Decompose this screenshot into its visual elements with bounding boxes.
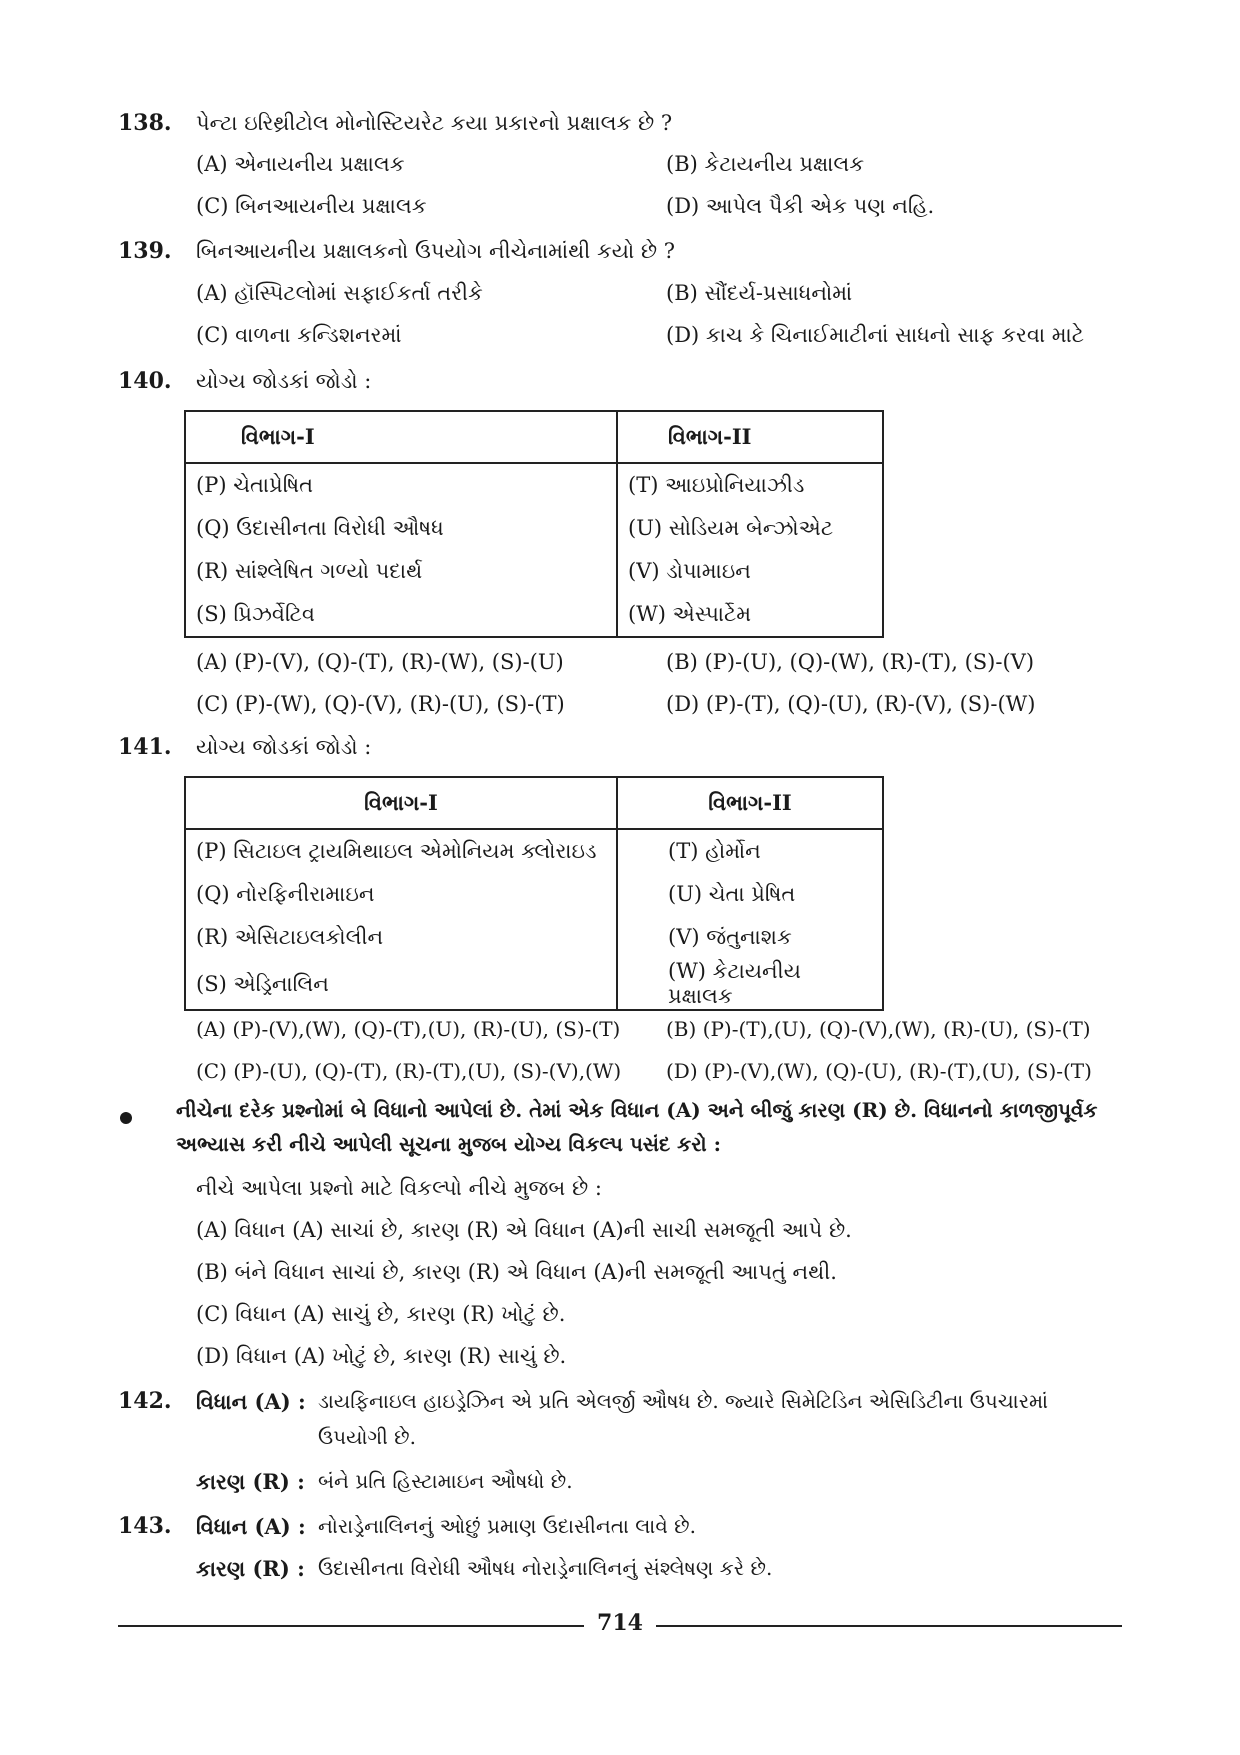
- q142-assertion-line-2: ઉપયોગી છે.: [318, 1425, 416, 1449]
- q139-text: બિનઆયનીય પ્રક્ષાલકનો ઉપયોગ નીચેનામાંથી કયો છે ?: [196, 239, 676, 263]
- q138-text: પેન્ટા ઇરિથ્રીટોલ મોનોસ્ટિયરેટ કયા પ્રકારનો પ્રક્ષાલક છે ?: [196, 111, 673, 135]
- q141-text: યોગ્ય જોડકાં જોડો :: [196, 735, 372, 759]
- q141-col1-header: વિભાગ-I: [185, 777, 617, 829]
- q139-option-a: (A) હૉસ્પિટલોમાં સફાઈકર્તા તરીકે: [196, 281, 483, 305]
- q140-left-r: (R) સાંશ્લેષિત ગળ્યો પદાર્થ: [185, 550, 617, 593]
- q141-right-u: (U) ચેતા પ્રેષિત: [617, 873, 883, 916]
- q141-option-b: (B) (P)-(T),(U), (Q)-(V),(W), (R)-(U), (S)-(T): [666, 1017, 1091, 1041]
- q140-text: યોગ્ય જોડકાં જોડો :: [196, 369, 372, 393]
- q142-reason: બંને પ્રતિ હિસ્ટામાઇન ઔષધો છે.: [318, 1469, 573, 1493]
- q140-right-v: (V) ડોપામાઇન: [617, 550, 883, 593]
- q142-reason-label: કારણ (R) :: [196, 1469, 305, 1494]
- q143-number: 143.: [118, 1513, 172, 1539]
- bullet-icon: [120, 1112, 132, 1124]
- instructions-line-2: અભ્યાસ કરી નીચે આપેલી સૂચના મુજબ યોગ્ય વિકલ્પ પસંદ કરો :: [176, 1132, 721, 1156]
- q141-right-v: (V) જંતુનાશક: [617, 916, 883, 959]
- q139-option-b: (B) સૌંદર્ય-પ્રસાધનોમાં: [666, 281, 853, 305]
- q141-left-r: (R) એસિટાઇલકોલીન: [185, 916, 617, 959]
- q139-number: 139.: [118, 238, 172, 264]
- q140-right-u: (U) સોડિયમ બેન્ઝોએટ: [617, 507, 883, 550]
- q141-option-c: (C) (P)-(U), (Q)-(T), (R)-(T),(U), (S)-(V),(W): [196, 1059, 622, 1083]
- q142-assertion-line-1: ડાયફિનાઇલ હાઇડ્રેઝિન એ પ્રતિ એલર્જી ઔષધ છે. જ્યારે સિમેટિડિન એસિડિટીના ઉપચારમાં: [318, 1389, 1049, 1413]
- q141-option-d: (D) (P)-(V),(W), (Q)-(U), (R)-(T),(U), (S)-(T): [666, 1059, 1092, 1083]
- q140-right-t: (T) આઇપ્રોનિયાઝીડ: [617, 463, 883, 507]
- q141-right-t: (T) હોર્મોન: [617, 829, 883, 873]
- q140-option-c: (C) (P)-(W), (Q)-(V), (R)-(U), (S)-(T): [196, 692, 565, 716]
- page-number: 714: [597, 1610, 643, 1636]
- q138-option-d: (D) આપેલ પૈકી એક પણ નહિ.: [666, 194, 935, 218]
- footer-rule-right: [656, 1625, 1122, 1627]
- q140-number: 140.: [118, 368, 172, 394]
- q141-match-table: [184, 776, 884, 1011]
- q143-reason: ઉદાસીનતા વિરોધી ઔષધ નોરાડ્રેનાલિનનું સંશ્લેષણ કરે છે.: [318, 1556, 773, 1580]
- q141-col2-header: વિભાગ-II: [617, 777, 883, 829]
- q140-match-table: [184, 410, 884, 638]
- q140-option-a: (A) (P)-(V), (Q)-(T), (R)-(W), (S)-(U): [196, 650, 564, 674]
- q140-option-b: (B) (P)-(U), (Q)-(W), (R)-(T), (S)-(V): [666, 650, 1035, 674]
- q140-left-q: (Q) ઉદાસીનતા વિરોધી ઔષધ: [185, 507, 617, 550]
- q141-left-s: (S) એડ્રિનાલિન: [185, 959, 617, 1010]
- q139-option-c: (C) વાળના કન્ડિશનરમાં: [196, 323, 402, 347]
- q142-number: 142.: [118, 1388, 172, 1414]
- q140-left-s: (S) પ્રિઝર્વેટિવ: [185, 593, 617, 637]
- instructions-choice-a: (A) વિધાન (A) સાચાં છે, કારણ (R) એ વિધાન (A)ની સાચી સમજૂતી આપે છે.: [196, 1218, 852, 1242]
- q143-assertion-label: વિધાન (A) :: [196, 1514, 306, 1539]
- instructions-choice-c: (C) વિધાન (A) સાચું છે, કારણ (R) ખોટું છે.: [196, 1302, 566, 1326]
- q139-option-d: (D) કાચ કે ચિનાઈમાટીનાં સાધનો સાફ કરવા માટે: [666, 323, 1084, 347]
- q143-reason-label: કારણ (R) :: [196, 1556, 305, 1581]
- q140-col2-header: વિભાગ-II: [617, 411, 883, 463]
- q138-number: 138.: [118, 110, 172, 136]
- instructions-intro: નીચે આપેલા પ્રશ્નો માટે વિકલ્પો નીચે મુજબ છે :: [196, 1176, 602, 1200]
- q141-left-q: (Q) નોરફિનીરામાઇન: [185, 873, 617, 916]
- instructions-choice-b: (B) બંને વિધાન સાચાં છે, કારણ (R) એ વિધાન (A)ની સમજૂતી આપતું નથી.: [196, 1260, 837, 1284]
- q138-option-b: (B) કેટાયનીય પ્રક્ષાલક: [666, 152, 865, 176]
- q140-col1-header: વિભાગ-I: [185, 411, 617, 463]
- instructions-line-1: નીચેના દરેક પ્રશ્નોમાં બે વિધાનો આપેલાં છે. તેમાં એક વિધાન (A) અને બીજું કારણ (R) છે. વિધાનનો કાળજીપૂર્વક: [176, 1098, 1098, 1122]
- q141-option-a: (A) (P)-(V),(W), (Q)-(T),(U), (R)-(U), (S)-(T): [196, 1017, 621, 1041]
- instructions-choice-d: (D) વિધાન (A) ખોટું છે, કારણ (R) સાચું છે.: [196, 1344, 567, 1368]
- q140-right-w: (W) એસ્પાર્ટેમ: [617, 593, 883, 637]
- q142-assertion-label: વિધાન (A) :: [196, 1389, 306, 1414]
- q143-assertion: નોરાડ્રેનાલિનનું ઓછું પ્રમાણ ઉદાસીનતા લાવે છે.: [318, 1514, 696, 1538]
- q140-option-d: (D) (P)-(T), (Q)-(U), (R)-(V), (S)-(W): [666, 692, 1036, 716]
- q141-number: 141.: [118, 734, 172, 760]
- q138-option-c: (C) બિનઆયનીય પ્રક્ષાલક: [196, 194, 427, 218]
- q140-left-p: (P) ચેતાપ્રેષિત: [185, 463, 617, 507]
- q141-right-w: (W) કેટાયનીય પ્રક્ષાલક: [617, 959, 883, 1010]
- q141-left-p: (P) સિટાઇલ ટ્રાયમિથાઇલ એમોનિયમ ક્લોરાઇડ: [185, 829, 617, 873]
- footer-rule-left: [118, 1625, 584, 1627]
- q138-option-a: (A) એનાયનીય પ્રક્ષાલક: [196, 152, 405, 176]
